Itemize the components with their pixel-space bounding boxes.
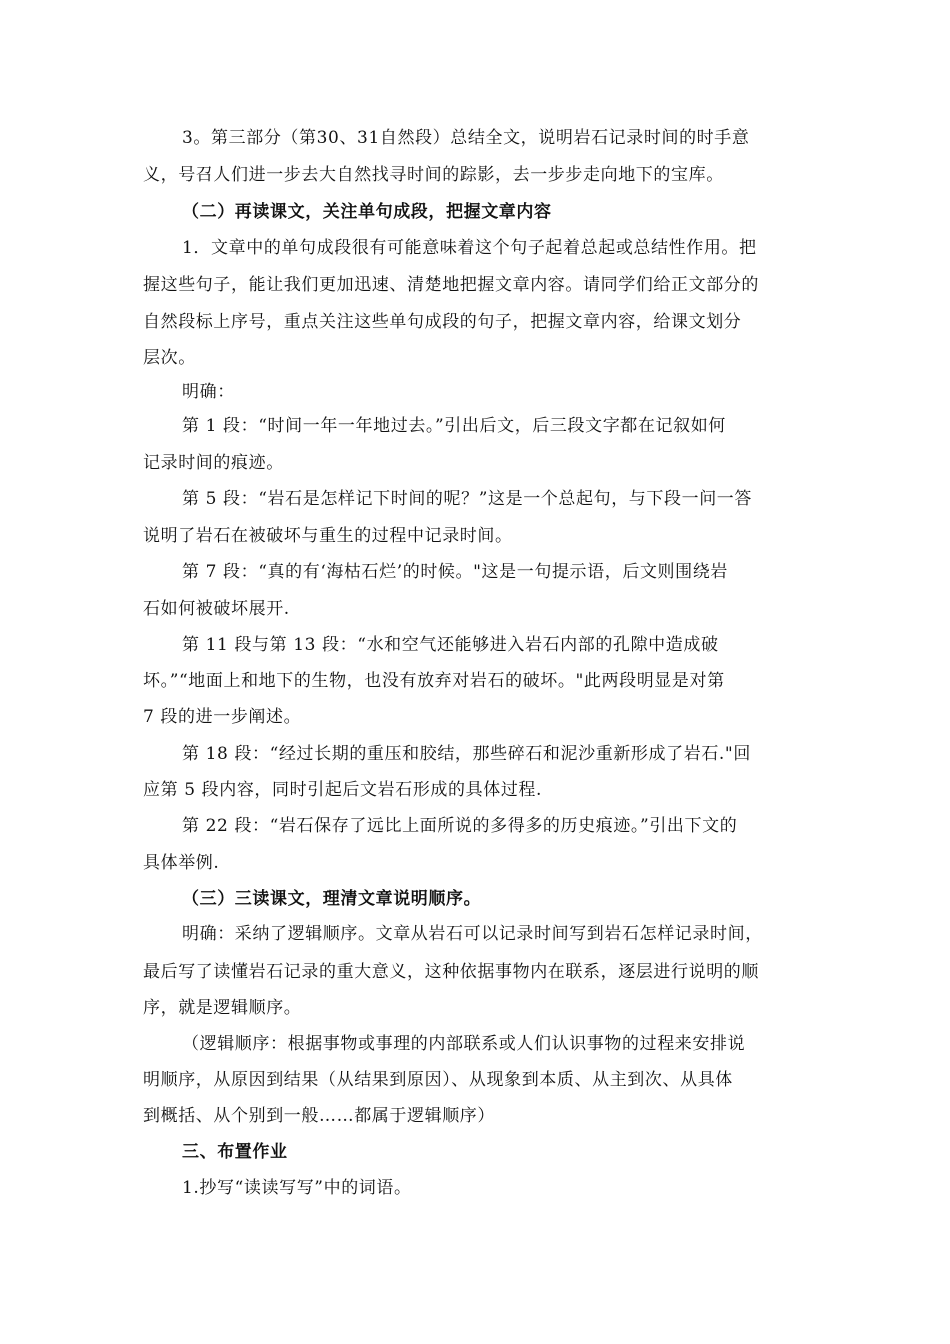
paragraph-line: 1．文章中的单句成段很有可能意味着这个句子起着总起或总结性作用。把 (182, 238, 757, 258)
paragraph-line: 具体举例. (143, 853, 220, 873)
paragraph-line: 明顺序，从原因到结果（从结果到原因）、从现象到本质、从主到次、从具体 (143, 1070, 733, 1090)
paragraph-line: 第 11 段与第 13 段：“水和空气还能够进入岩石内部的孔隙中造成破 (182, 635, 719, 655)
paragraph-line: 到概括、从个别到一般……都属于逻辑顺序） (143, 1106, 495, 1126)
section-heading: （二）再读课文，关注单句成段，把握文章内容 (182, 202, 552, 222)
section-heading: 三、布置作业 (182, 1142, 288, 1162)
paragraph-line: 序，就是逻辑顺序。 (143, 998, 302, 1018)
paragraph-line: 1.抄写“读读写写”中的词语。 (182, 1178, 412, 1198)
paragraph-line: 第 7 段：“真的有‘海枯石烂’的时候。"这是一句提示语，后文则围绕岩 (182, 562, 728, 582)
paragraph-line: 3。第三部分（第30、31自然段）总结全文，说明岩石记录时间的时手意 (182, 128, 750, 148)
paragraph-line: 第 22 段：“岩石保存了远比上面所说的多得多的历史痕迹。”引出下文的 (182, 816, 738, 836)
section-heading: （三）三读课文，理清文章说明顺序。 (182, 889, 482, 909)
paragraph-line: 明确： (182, 382, 235, 402)
paragraph-line: 第 5 段：“岩石是怎样记下时间的呢？”这是一个总起句，与下段一问一答 (182, 489, 753, 509)
paragraph-line: 最后写了读懂岩石记录的重大意义，这种依据事物内在联系，逐层进行说明的顺 (143, 962, 759, 982)
paragraph-line: 第 1 段：“时间一年一年地过去。”引出后文，后三段文字都在记叙如何 (182, 416, 726, 436)
paragraph-line: 石如何被破坏展开. (143, 599, 290, 619)
paragraph-line: 自然段标上序号，重点关注这些单句成段的句子，把握文章内容，给课文划分 (143, 312, 742, 332)
paragraph-line: 记录时间的痕迹。 (143, 453, 284, 473)
paragraph-line: 义，号召人们进一步去大自然找寻时间的踪影，去一步步走向地下的宝库。 (143, 165, 724, 185)
paragraph-line: 明确：采纳了逻辑顺序。文章从岩石可以记录时间写到岩石怎样记录时间， (182, 924, 763, 944)
paragraph-line: 坏。”“地面上和地下的生物，也没有放弃对岩石的破坏。"此两段明显是对第 (143, 671, 725, 691)
paragraph-line: 应第 5 段内容，同时引起后文岩石形成的具体过程. (143, 780, 543, 800)
paragraph-line: 握这些句子，能让我们更加迅速、清楚地把握文章内容。请同学们给正文部分的 (143, 275, 759, 295)
paragraph-line: 说明了岩石在被破坏与重生的过程中记录时间。 (143, 526, 513, 546)
paragraph-line: （逻辑顺序：根据事物或事理的内部联系或人们认识事物的过程来安排说 (182, 1034, 746, 1054)
paragraph-line: 层次。 (143, 348, 196, 368)
paragraph-line: 7 段的进一步阐述。 (143, 707, 302, 727)
paragraph-line: 第 18 段：“经过长期的重压和胶结，那些碎石和泥沙重新形成了岩石."回 (182, 744, 751, 764)
